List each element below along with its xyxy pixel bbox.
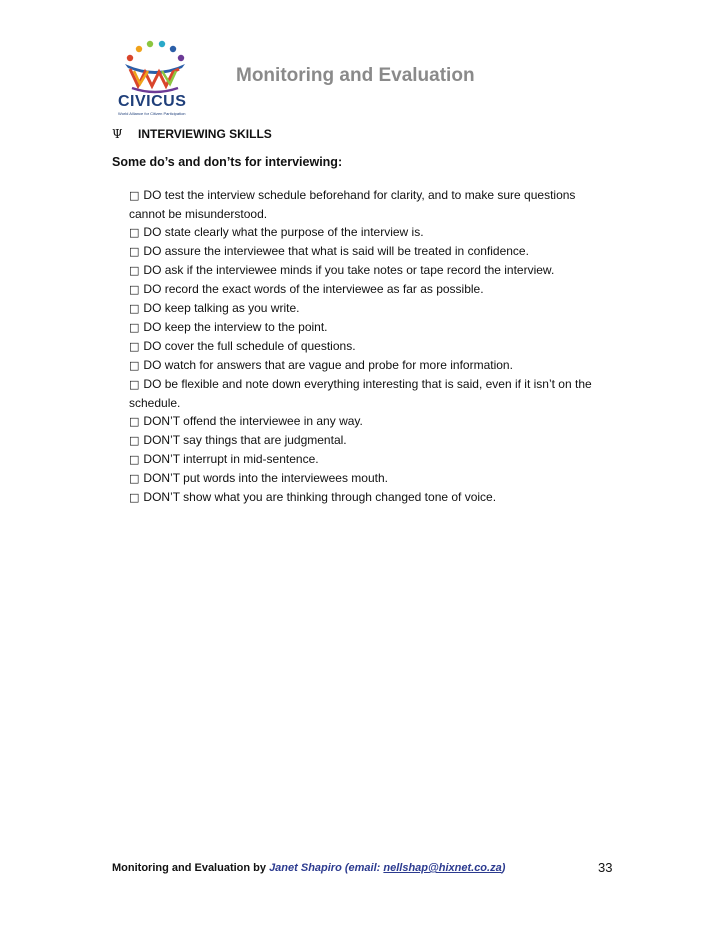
checklist-item-text: DO state clearly what the purpose of the interview is. xyxy=(143,225,424,239)
footer-email-suffix: ) xyxy=(501,862,506,874)
checklist-item-text: DON’T say things that are judgmental. xyxy=(143,433,347,447)
checkbox-icon: □ xyxy=(129,359,140,372)
footer-prefix: Monitoring and Evaluation by xyxy=(112,862,270,874)
footer-credit xyxy=(112,862,505,874)
logo-wordmark: CIVICUS xyxy=(118,93,187,110)
checklist-item-text: DON’T interrupt in mid-sentence. xyxy=(143,452,319,466)
checklist-item xyxy=(129,412,609,431)
checklist-item-text: DO assure the interviewee that what is said will be treated in confidence. xyxy=(143,244,529,258)
subheading: Some do’s and don’ts for interviewing: xyxy=(112,155,343,169)
checklist-item xyxy=(129,280,609,299)
checklist-item xyxy=(129,299,609,318)
checklist-item xyxy=(129,223,609,242)
checklist-item-text: DO test the interview schedule beforehand for clarity, and to make sure questions cannot be misunderstood. xyxy=(129,188,576,221)
checklist-item-text: DON’T show what you are thinking through changed tone of voice. xyxy=(143,490,497,504)
checklist-item xyxy=(129,488,609,507)
checkbox-icon: □ xyxy=(129,340,140,353)
checklist-item-text: DO keep the interview to the point. xyxy=(143,320,328,334)
page-number: 33 xyxy=(598,860,613,875)
footer-email-link[interactable]: nellshap@hixnet.co.za xyxy=(383,862,502,874)
footer-email-prefix: (email: xyxy=(341,862,384,874)
checklist-item-text: DO watch for answers that are vague and probe for more information. xyxy=(143,358,513,372)
checklist-item-text: DO be flexible and note down everything interesting that is said, even if it isn’t on the schedule. xyxy=(129,377,592,410)
checkbox-icon: □ xyxy=(129,415,140,428)
checklist-item xyxy=(129,356,609,375)
checklist-item xyxy=(129,242,609,261)
checkbox-icon: □ xyxy=(129,189,140,202)
bullet-symbol-icon: Ψ xyxy=(112,127,123,141)
checklist-item xyxy=(129,186,609,223)
checklist-item-text: DO keep talking as you write. xyxy=(143,301,300,315)
civicus-logo xyxy=(112,38,194,118)
checklist-item-text: DO record the exact words of the interviewee as far as possible. xyxy=(143,282,484,296)
checkbox-icon: □ xyxy=(129,245,140,258)
checklist-item xyxy=(129,261,609,280)
checkbox-icon: □ xyxy=(129,453,140,466)
page-title: Monitoring and Evaluation xyxy=(236,65,475,86)
checkbox-icon: □ xyxy=(129,283,140,296)
checklist-item xyxy=(129,337,609,356)
checkbox-icon: □ xyxy=(129,472,140,485)
checklist xyxy=(129,186,609,507)
checklist-item xyxy=(129,469,609,488)
section-heading xyxy=(112,127,272,141)
checkbox-icon: □ xyxy=(129,378,140,391)
checkbox-icon: □ xyxy=(129,302,140,315)
checklist-item-text: DON’T offend the interviewee in any way. xyxy=(143,414,363,428)
checkbox-icon: □ xyxy=(129,264,140,277)
checklist-item xyxy=(129,375,609,412)
checkbox-icon: □ xyxy=(129,491,140,504)
checklist-item xyxy=(129,450,609,469)
checkbox-icon: □ xyxy=(129,226,140,239)
checkbox-icon: □ xyxy=(129,434,140,447)
logo-emblem-icon xyxy=(112,38,194,100)
checklist-item-text: DO ask if the interviewee minds if you take notes or tape record the interview. xyxy=(143,263,555,277)
checkbox-icon: □ xyxy=(129,321,140,334)
checklist-item xyxy=(129,318,609,337)
logo-tagline: World Alliance for Citizen Participation xyxy=(118,111,186,116)
footer-author: Janet Shapiro xyxy=(269,862,342,874)
checklist-item-text: DO cover the full schedule of questions. xyxy=(143,339,356,353)
checklist-item-text: DON’T put words into the interviewees mouth. xyxy=(143,471,388,485)
checklist-item xyxy=(129,431,609,450)
section-heading-text: INTERVIEWING SKILLS xyxy=(138,127,272,141)
